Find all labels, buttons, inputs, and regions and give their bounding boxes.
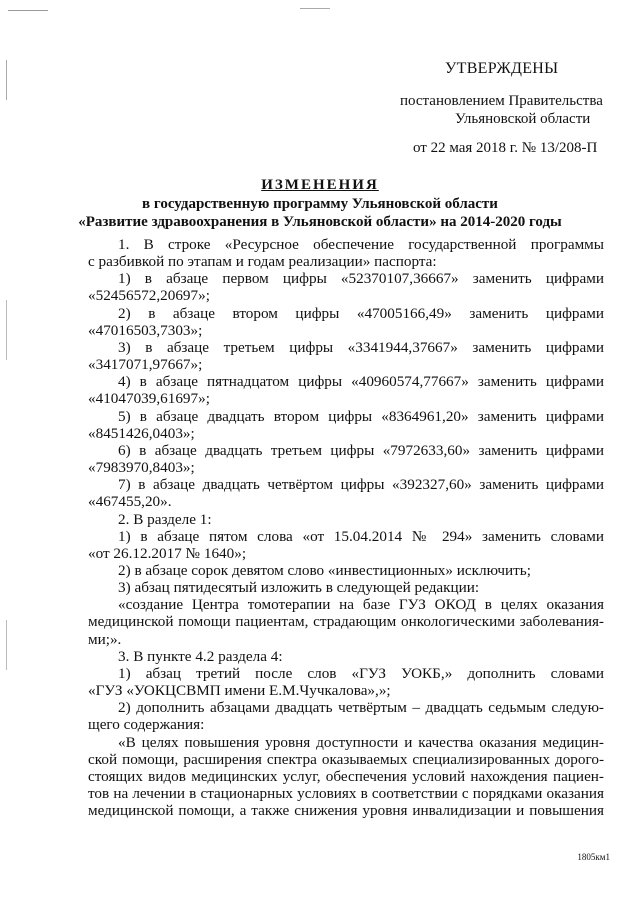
text-line: «ГУЗ «УОКЦСВМП имени Е.М.Чучкалова»,»; <box>88 682 391 700</box>
text-line: 3) абзац пятидесятый изложить в следующей редакции: <box>118 579 480 597</box>
scan-edge-left-3 <box>6 620 7 670</box>
text-line: 3. В пункте 4.2 раздела 4: <box>118 647 283 665</box>
text-line: медицинской помощи пациентам, страдающим онкологическими заболевания- <box>88 613 604 631</box>
text-line: 1) абзац третий после слов «ГУЗ УОКБ,» дополнить словами <box>118 664 604 682</box>
text-line: 1) в абзаце первом цифры «52370107,36667» заменить цифрами <box>118 270 604 288</box>
text-line: 4) в абзаце пятнадцатом цифры «40960574,77667» заменить цифрами <box>118 373 604 391</box>
document-subtitle-line2: «Развитие здравоохранения в Ульяновской области» на 2014-2020 годы <box>78 214 562 230</box>
text-line: «от 26.12.2017 № 1640»; <box>88 544 247 562</box>
text-line: тов на лечении в стационарных условиях в соответствии с порядками оказания <box>88 785 604 802</box>
scan-edge-left <box>6 60 7 100</box>
text-line: 2) в абзаце втором цифры «47005166,49» заменить цифрами <box>118 304 604 322</box>
text-line: 1. В строке «Ресурсное обеспечение государственной программы <box>118 236 604 253</box>
text-line: 6) в абзаце двадцать третьем цифры «7972633,60» заменить цифрами <box>118 441 604 459</box>
document-title: ИЗМЕНЕНИЯ <box>261 177 379 193</box>
text-line: «создание Центра томотерапии на базе ГУЗ ОКОД в целях оказания <box>118 596 604 614</box>
approval-date: от 22 мая 2018 г. № 13/208-П <box>413 140 598 156</box>
text-line: «47016503,7303»; <box>88 321 203 339</box>
text-line: «7983970,8403»; <box>88 459 195 477</box>
scan-edge-left-2 <box>6 300 7 360</box>
text-line: «3417071,97667»; <box>88 356 203 374</box>
approved-heading: УТВЕРЖДЕНЫ <box>445 60 559 77</box>
text-line: стоящих видов медицинских услуг, обеспечения условий нахождения пациен- <box>88 767 604 785</box>
document-code: 1805км1 <box>577 852 610 862</box>
text-line: медицинской помощи, а также снижения уровня инвалидизации и повышения <box>88 802 604 820</box>
text-line: ми;». <box>88 630 122 648</box>
text-line: 2. В разделе 1: <box>118 510 212 528</box>
text-line: 1) в абзаце пятом слова «от 15.04.2014 № 294» заменить словами <box>118 527 604 545</box>
text-line: «В целях повышения уровня доступности и качества оказания медицин- <box>118 733 604 751</box>
text-line: 2) дополнить абзацами двадцать четвёртым – двадцать седьмым следую- <box>118 699 604 717</box>
text-line: «41047039,61697»; <box>88 390 210 408</box>
text-line: «52456572,20697»; <box>88 287 210 305</box>
scan-edge-top-2 <box>300 8 330 9</box>
document-subtitle-line1: в государственную программу Ульяновской области <box>142 196 498 212</box>
text-line: «467455,20». <box>88 493 172 511</box>
text-line: 5) в абзаце двадцать втором цифры «8364961,20» заменить цифрами <box>118 407 604 425</box>
document-body <box>88 236 604 819</box>
text-line: «8451426,0403»; <box>88 424 195 442</box>
text-line: 7) в абзаце двадцать четвёртом цифры «392327,60» заменить цифрами <box>118 476 604 494</box>
scan-edge-top <box>8 10 48 11</box>
text-line: щего содержания: <box>88 716 205 734</box>
text-line: ской помощи, расширения спектра оказываемых специализированных дорого- <box>88 750 604 768</box>
approval-authority-region: Ульяновской области <box>455 111 591 127</box>
text-line: 2) в абзаце сорок девятом слово «инвестиционных» исключить; <box>118 561 531 579</box>
approval-authority: постановлением Правительства <box>400 93 603 109</box>
text-line: с разбивкой по этапам и годам реализации» паспорта: <box>88 253 437 271</box>
text-line: 3) в абзаце третьем цифры «3341944,37667» заменить цифрами <box>118 338 604 356</box>
